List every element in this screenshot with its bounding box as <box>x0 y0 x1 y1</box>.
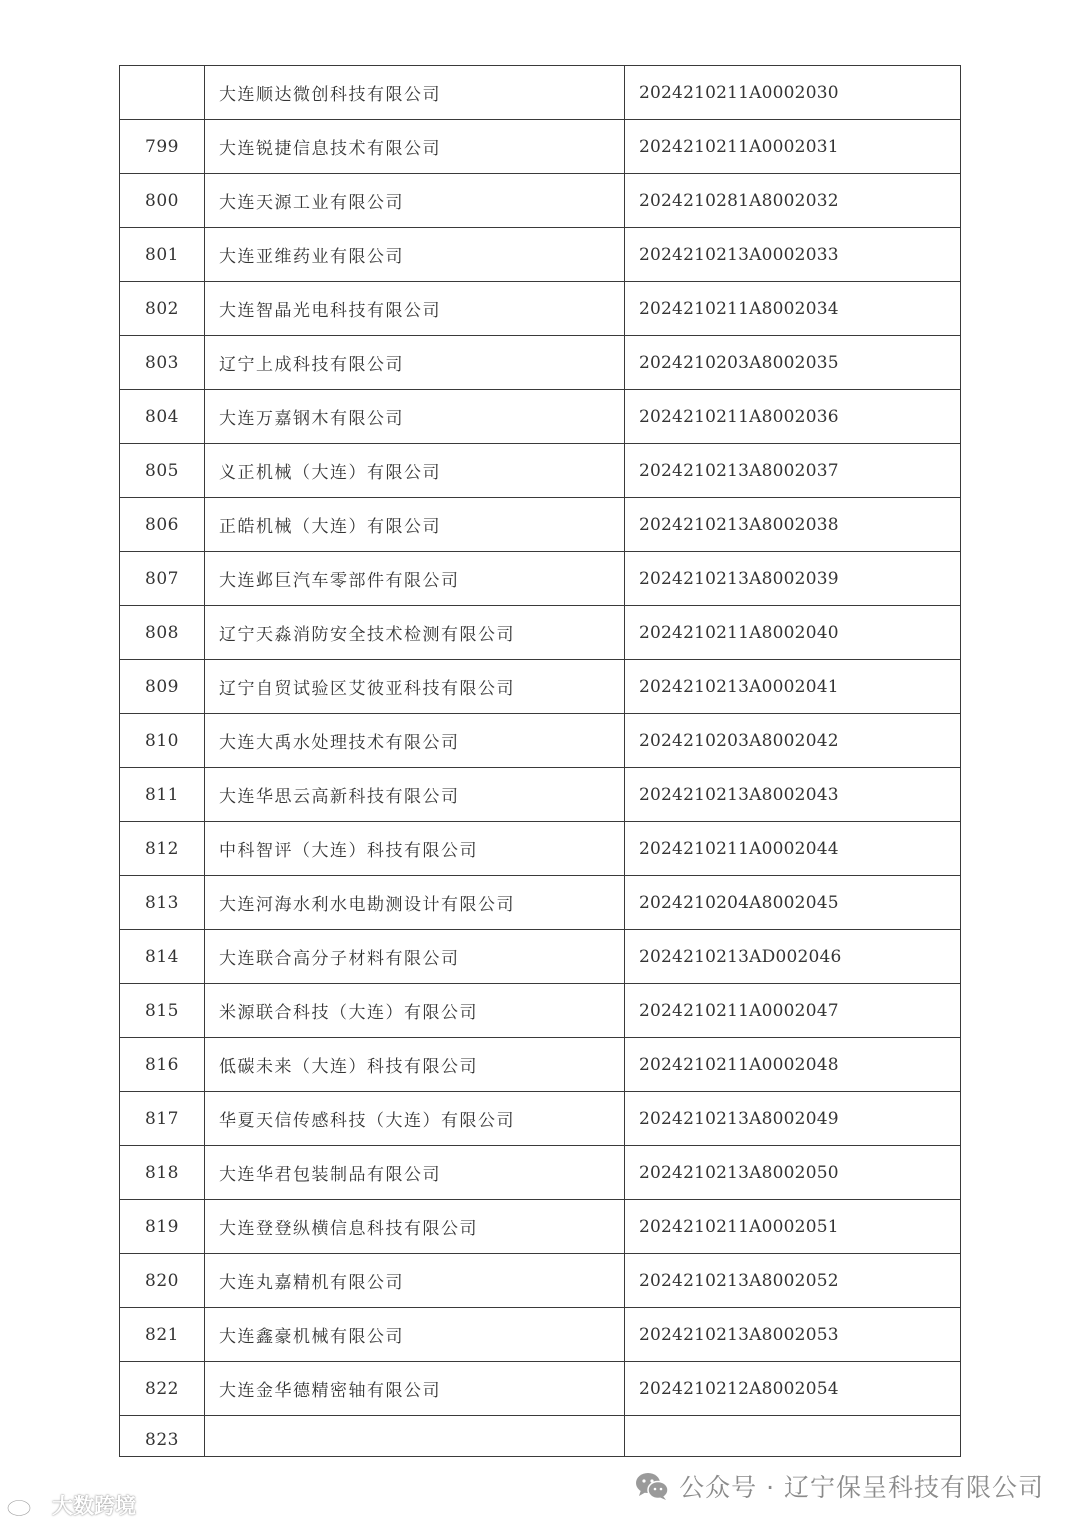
company-name-cell: 大连大禹水处理技术有限公司 <box>205 714 625 768</box>
table-row <box>120 606 961 660</box>
registration-code-cell: 2024210204A8002045 <box>625 876 961 930</box>
table-row <box>120 1254 961 1308</box>
row-number-cell: 820 <box>120 1254 205 1308</box>
registration-code-cell: 2024210203A8002042 <box>625 714 961 768</box>
wechat-watermark <box>635 1466 1044 1506</box>
registration-code-cell: 2024210211A0002047 <box>625 984 961 1038</box>
table-row <box>120 984 961 1038</box>
company-name-cell: 正皓机械（大连）有限公司 <box>205 498 625 552</box>
weibo-icon <box>6 1492 48 1518</box>
company-name-cell: 大连鑫豪机械有限公司 <box>205 1308 625 1362</box>
company-name-cell: 义正机械（大连）有限公司 <box>205 444 625 498</box>
wechat-watermark-text: 公众号 · 辽宁保呈科技有限公司 <box>679 1473 1044 1502</box>
company-name-cell: 米源联合科技（大连）有限公司 <box>205 984 625 1038</box>
weibo-watermark-text: 大数跨境 <box>52 1494 136 1518</box>
registration-code-cell: 2024210281A8002032 <box>625 174 961 228</box>
table-row <box>120 1092 961 1146</box>
company-name-cell: 大连亚维药业有限公司 <box>205 228 625 282</box>
table-row <box>120 228 961 282</box>
row-number-cell: 802 <box>120 282 205 336</box>
row-number-cell: 809 <box>120 660 205 714</box>
row-number-cell: 800 <box>120 174 205 228</box>
table-row <box>120 1200 961 1254</box>
table-row <box>120 876 961 930</box>
registration-code-cell: 2024210211A8002040 <box>625 606 961 660</box>
row-number-cell: 821 <box>120 1308 205 1362</box>
table-row <box>120 768 961 822</box>
row-number-cell: 803 <box>120 336 205 390</box>
row-number-cell: 799 <box>120 120 205 174</box>
row-number-cell: 823 <box>120 1416 205 1457</box>
table-row <box>120 174 961 228</box>
table-row <box>120 822 961 876</box>
registration-code-cell: 2024210212A8002054 <box>625 1362 961 1416</box>
company-name-cell: 中科智评（大连）科技有限公司 <box>205 822 625 876</box>
table-row <box>120 444 961 498</box>
company-name-cell: 低碳未来（大连）科技有限公司 <box>205 1038 625 1092</box>
registration-code-cell: 2024210213A8002038 <box>625 498 961 552</box>
company-name-cell: 华夏天信传感科技（大连）有限公司 <box>205 1092 625 1146</box>
row-number-cell <box>120 66 205 120</box>
table-row <box>120 336 961 390</box>
table-row <box>120 1146 961 1200</box>
registration-code-cell: 2024210213A8002039 <box>625 552 961 606</box>
row-number-cell: 816 <box>120 1038 205 1092</box>
registration-code-cell: 2024210213AD002046 <box>625 930 961 984</box>
company-name-cell <box>205 1416 625 1457</box>
registration-code-cell: 2024210211A0002044 <box>625 822 961 876</box>
table-row <box>120 66 961 120</box>
registration-code-cell: 2024210213A8002037 <box>625 444 961 498</box>
row-number-cell: 813 <box>120 876 205 930</box>
row-number-cell: 806 <box>120 498 205 552</box>
company-name-cell: 大连天源工业有限公司 <box>205 174 625 228</box>
table-row <box>120 1308 961 1362</box>
registration-code-cell <box>625 1416 961 1457</box>
table-row <box>120 552 961 606</box>
company-name-cell: 大连顺达微创科技有限公司 <box>205 66 625 120</box>
row-number-cell: 811 <box>120 768 205 822</box>
registration-code-cell: 2024210211A8002036 <box>625 390 961 444</box>
row-number-cell: 814 <box>120 930 205 984</box>
registration-code-cell: 2024210213A8002053 <box>625 1308 961 1362</box>
table-row <box>120 660 961 714</box>
weibo-watermark <box>6 1490 136 1520</box>
table-row <box>120 120 961 174</box>
registration-code-cell: 2024210213A0002041 <box>625 660 961 714</box>
table-row <box>120 1362 961 1416</box>
company-name-cell: 大连锐捷信息技术有限公司 <box>205 120 625 174</box>
row-number-cell: 819 <box>120 1200 205 1254</box>
registration-code-cell: 2024210213A8002052 <box>625 1254 961 1308</box>
row-number-cell: 804 <box>120 390 205 444</box>
company-name-cell: 辽宁天淼消防安全技术检测有限公司 <box>205 606 625 660</box>
wechat-icon <box>635 1471 669 1501</box>
company-name-cell: 大连河海水利水电勘测设计有限公司 <box>205 876 625 930</box>
registration-code-cell: 2024210211A0002030 <box>625 66 961 120</box>
table-row <box>120 1038 961 1092</box>
row-number-cell: 810 <box>120 714 205 768</box>
company-name-cell: 大连金华德精密轴有限公司 <box>205 1362 625 1416</box>
row-number-cell: 815 <box>120 984 205 1038</box>
table-row <box>120 930 961 984</box>
registration-code-cell: 2024210213A8002050 <box>625 1146 961 1200</box>
company-table <box>119 65 961 1457</box>
company-name-cell: 大连华君包装制品有限公司 <box>205 1146 625 1200</box>
row-number-cell: 817 <box>120 1092 205 1146</box>
row-number-cell: 801 <box>120 228 205 282</box>
row-number-cell: 805 <box>120 444 205 498</box>
row-number-cell: 807 <box>120 552 205 606</box>
registration-code-cell: 2024210211A0002031 <box>625 120 961 174</box>
company-name-cell: 大连登登纵横信息科技有限公司 <box>205 1200 625 1254</box>
row-number-cell: 818 <box>120 1146 205 1200</box>
table-row <box>120 1416 961 1457</box>
company-name-cell: 大连邺巨汽车零部件有限公司 <box>205 552 625 606</box>
company-name-cell: 大连智晶光电科技有限公司 <box>205 282 625 336</box>
company-name-cell: 辽宁上成科技有限公司 <box>205 336 625 390</box>
registration-code-cell: 2024210211A0002048 <box>625 1038 961 1092</box>
registration-code-cell: 2024210203A8002035 <box>625 336 961 390</box>
company-name-cell: 大连丸嘉精机有限公司 <box>205 1254 625 1308</box>
company-name-cell: 大连万嘉钢木有限公司 <box>205 390 625 444</box>
company-table-body <box>120 66 961 1457</box>
registration-code-cell: 2024210213A8002043 <box>625 768 961 822</box>
registration-code-cell: 2024210211A8002034 <box>625 282 961 336</box>
table-row <box>120 714 961 768</box>
table-row <box>120 390 961 444</box>
registration-code-cell: 2024210213A0002033 <box>625 228 961 282</box>
table-row <box>120 282 961 336</box>
company-name-cell: 大连华思云高新科技有限公司 <box>205 768 625 822</box>
row-number-cell: 822 <box>120 1362 205 1416</box>
row-number-cell: 808 <box>120 606 205 660</box>
registration-code-cell: 2024210211A0002051 <box>625 1200 961 1254</box>
company-name-cell: 辽宁自贸试验区艾彼亚科技有限公司 <box>205 660 625 714</box>
table-row <box>120 498 961 552</box>
row-number-cell: 812 <box>120 822 205 876</box>
company-name-cell: 大连联合高分子材料有限公司 <box>205 930 625 984</box>
registration-code-cell: 2024210213A8002049 <box>625 1092 961 1146</box>
